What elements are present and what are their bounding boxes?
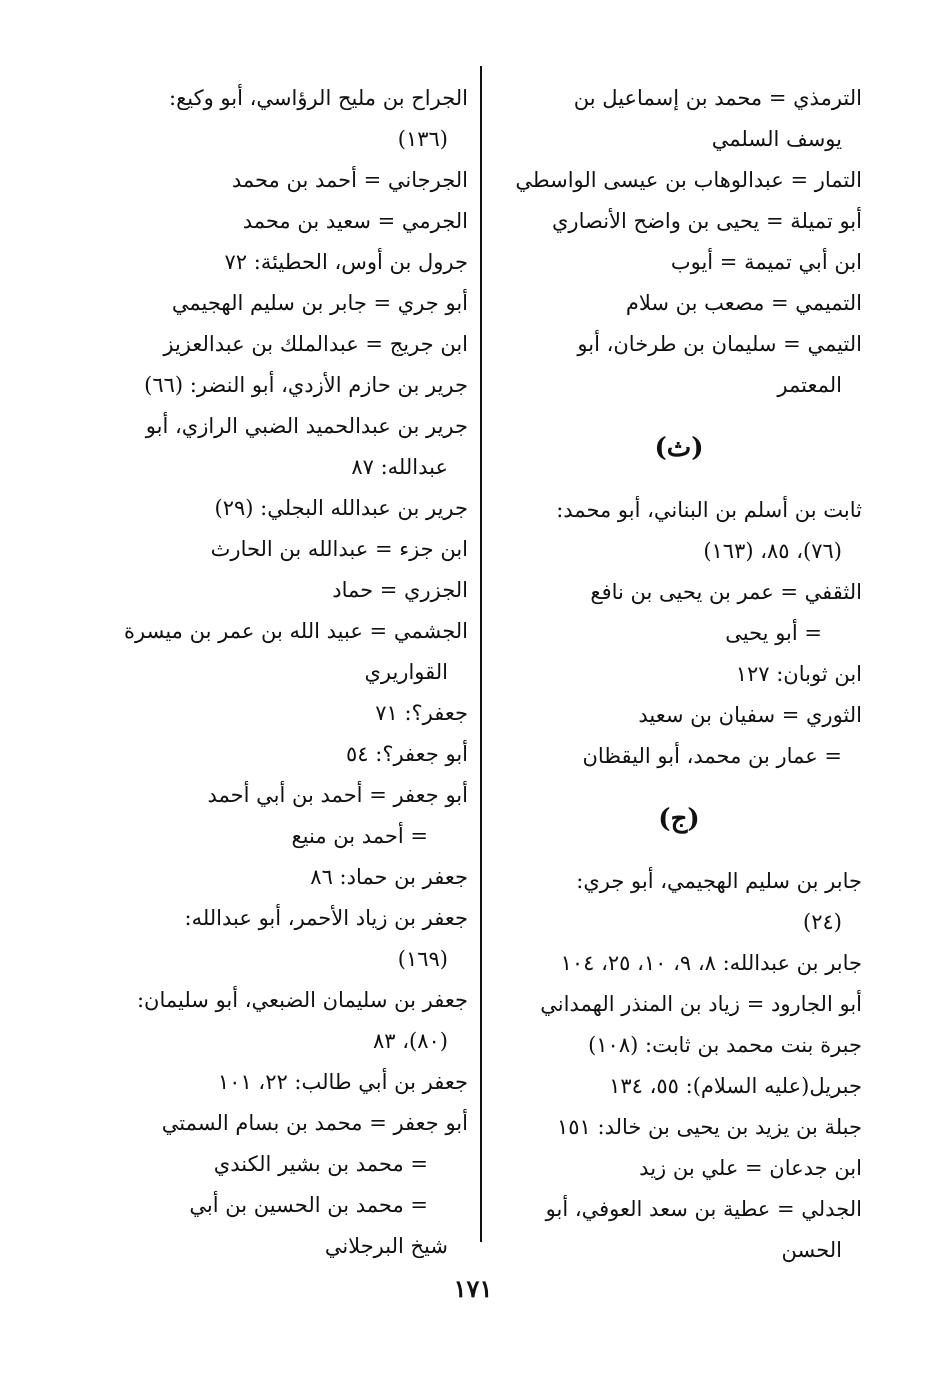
- index-entry: الجرجاني = أحمد بن محمد: [231, 168, 468, 192]
- index-entry: ابن جريج = عبدالملك بن عبدالعزيز: [163, 332, 468, 356]
- index-entry-continuation: (١٣٦): [397, 127, 448, 151]
- index-entry-continuation: يوسف السلمي: [711, 127, 842, 151]
- index-entry: أبو جعفر = أحمد بن أبي أحمد: [207, 783, 468, 807]
- index-entry-continuation: = أبو يحيى: [725, 621, 822, 645]
- section-heading-jim: (ج): [658, 804, 700, 834]
- index-entry: جعفر بن سليمان الضبعي، أبو سليمان:: [136, 988, 468, 1012]
- column-divider: [480, 66, 482, 1242]
- index-entry: جابر بن عبدالله: ٨، ٩، ١٠، ٢٥، ١٠٤: [560, 951, 862, 975]
- section-heading-tha: (ث): [654, 433, 704, 463]
- index-entry: التميمي = مصعب بن سلام: [625, 291, 862, 315]
- index-entry-continuation: (٢٤): [803, 910, 842, 934]
- index-entry: جرير بن حازم الأزدي، أبو النضر: (٦٦): [144, 373, 468, 397]
- index-entry: الجزري = حماد: [332, 578, 468, 602]
- index-entry: الجرمي = سعيد بن محمد: [242, 209, 468, 233]
- index-entry-continuation: = محمد بن بشير الكندي: [213, 1152, 428, 1176]
- index-entry: أبو جعفر = محمد بن بسام السمتي: [161, 1111, 468, 1135]
- index-entry: ابن جدعان = علي بن زيد: [639, 1156, 862, 1180]
- index-entry: جعفر؟: ٧١: [375, 701, 468, 725]
- index-entry-continuation: (٨٠)، ٨٣: [373, 1029, 448, 1053]
- index-entry: التمار = عبدالوهاب بن عيسى الواسطي: [515, 168, 862, 192]
- index-entry: جرير بن عبدالحميد الضبي الرازي، أبو: [145, 414, 468, 438]
- index-entry: جبلة بن يزيد بن يحيى بن خالد: ١٥١: [556, 1115, 862, 1139]
- index-entry: أبو جعفر؟: ٥٤: [346, 742, 468, 766]
- index-entry-continuation: = عمار بن محمد، أبو اليقظان: [582, 744, 842, 768]
- index-entry-continuation: الحسن: [781, 1238, 842, 1262]
- index-entry: الجشمي = عبيد الله بن عمر بن ميسرة: [124, 619, 468, 643]
- left-column: [108, 78, 468, 1267]
- index-entry: جعفر بن حماد: ٨٦: [310, 865, 468, 889]
- index-entry-continuation: = محمد بن الحسين بن أبي: [189, 1193, 428, 1217]
- index-entry: ابن أبي تميمة = أيوب: [670, 250, 862, 274]
- index-entry-continuation: المعتمر: [777, 373, 842, 397]
- index-entry: جرول بن أوس، الحطيئة: ٧٢: [224, 250, 468, 274]
- index-entry: الثوري = سفيان بن سعيد: [638, 703, 862, 727]
- index-entry-continuation: (٧٦)، ٨٥، (١٦٣): [703, 539, 842, 563]
- index-entry: التيمي = سليمان بن طرخان، أبو: [577, 332, 862, 356]
- index-entry: جعفر بن أبي طالب: ٢٢، ١٠١: [217, 1070, 468, 1094]
- index-entry: جابر بن سليم الهجيمي، أبو جري:: [576, 869, 862, 893]
- index-entry: ثابت بن أسلم بن البناني، أبو محمد:: [556, 498, 862, 522]
- index-entry-continuation: القواريري: [364, 660, 448, 684]
- index-entry: جبرة بنت محمد بن ثابت: (١٠٨): [588, 1033, 862, 1057]
- index-entry-continuation: = أحمد بن منيع: [291, 824, 428, 848]
- index-entry-continuation: (١٦٩): [397, 947, 448, 971]
- index-entry: الترمذي = محمد بن إسماعيل بن: [573, 86, 862, 110]
- index-entry: الثقفي = عمر بن يحيى بن نافع: [590, 580, 862, 604]
- index-entry: ابن ثوبان: ١٢٧: [735, 662, 862, 686]
- page-number: ١٧١: [453, 1274, 493, 1303]
- index-entry: جعفر بن زياد الأحمر، أبو عبدالله:: [184, 906, 468, 930]
- index-entry: أبو الجارود = زياد بن المنذر الهمداني: [540, 992, 862, 1016]
- index-entry: جرير بن عبدالله البجلي: (٢٩): [214, 496, 468, 520]
- index-entry: أبو جري = جابر بن سليم الهجيمي: [171, 291, 468, 315]
- right-column: [496, 78, 862, 1271]
- index-entry-continuation: شيخ البرجلاني: [324, 1234, 448, 1258]
- index-entry-continuation: عبدالله: ٨٧: [351, 455, 448, 479]
- index-entry: ابن جزء = عبدالله بن الحارث: [210, 537, 468, 561]
- index-entry: جبريل(عليه السلام): ٥٥، ١٣٤: [609, 1074, 862, 1098]
- index-entry: أبو تميلة = يحيى بن واضح الأنصاري: [552, 209, 862, 233]
- index-entry: الجدلي = عطية بن سعد العوفي، أبو: [545, 1197, 862, 1221]
- index-entry: الجراح بن مليح الرؤاسي، أبو وكيع:: [169, 86, 468, 110]
